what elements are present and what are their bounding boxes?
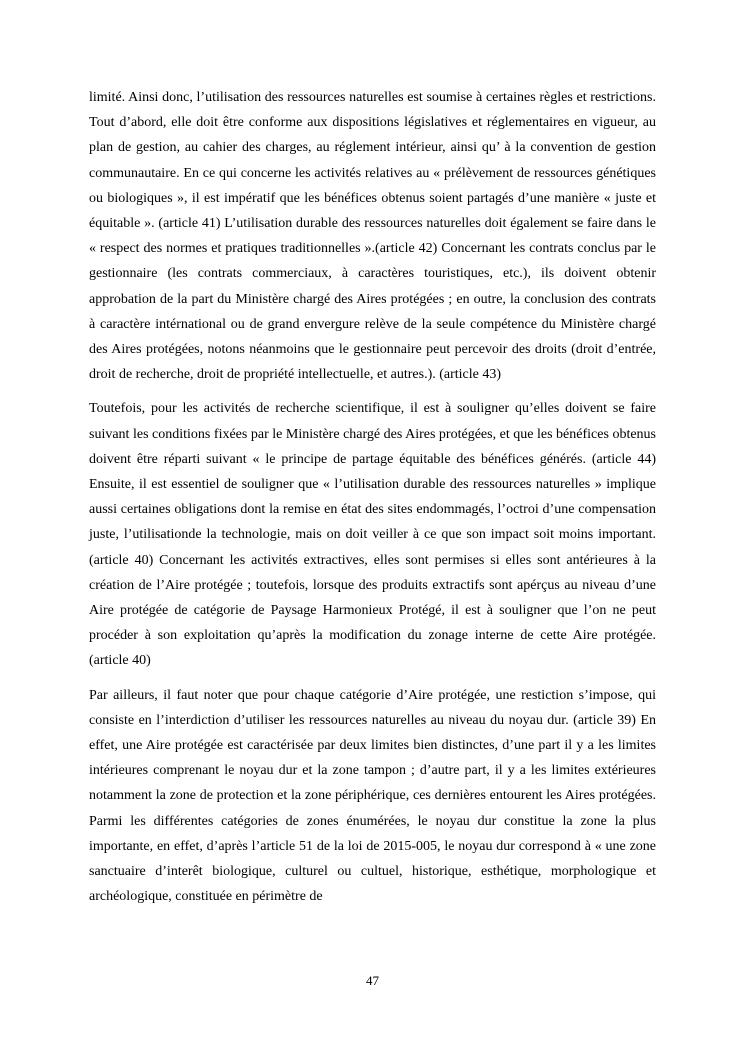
- page-number: 47: [366, 973, 379, 988]
- paragraph-3: Par ailleurs, il faut noter que pour chaque catégorie d’Aire protégée, une restiction s’impose, qui consiste en l’interdiction d’utiliser les ressources naturelles au niveau du noyau dur. (article 39) En effet, une Aire protégée est caractérisée par deux limites bien distinctes, d’une part il y a les limites intérieures comprenant le noyau dur et la zone tampon ; d’autre part, il y a les limites extérieures notamment la zone de protection et la zone périphérique, ces dernières entourent les Aires protégées. Parmi les différentes catégories de zones énumérées, le noyau dur constitue la zone la plus importante, en effet, d’après l’article 51 de la loi de 2015-005, le noyau dur correspond à « une zone sanctuaire d’interêt biologique, culturel ou cultuel, historique, esthétique, morphologique et archéologique, constituée en périmètre de: [89, 687, 656, 905]
- body-text: [89, 85, 656, 910]
- paragraph-2: Toutefois, pour les activités de recherche scientifique, il est à souligner qu’elles doivent se faire suivant les conditions fixées par le Ministère chargé des Aires protégées, et que les bénéfices obtenus doivent être réparti suivant « le principe de partage équitable des bénéfices générés. (article 44) Ensuite, il est essentiel de souligner que « l’utilisation durable des ressources naturelles » implique aussi certaines obligations dont la remise en état des sites endommagés, l’octroi d’une compensation juste, l’utilisationde la technologie, mais on doit veiller à ce que son impact soit moins important.(article 40) Concernant les activités extractives, elles sont permises si elles sont antérieures à la création de l’Aire protégée ; toutefois, lorsque des produits extractifs sont apérçus au niveau d’une Aire protégée de catégorie de Paysage Harmonieux Protégé, il est à souligner que l’on ne peut procéder à son exploitation qu’après la modification du zonage interne de cette Aire protégée. (article 40): [89, 401, 656, 669]
- paragraph-1: limité. Ainsi donc, l’utilisation des ressources naturelles est soumise à certaines règles et restrictions. Tout d’abord, elle doit être conforme aux dispositions législatives et réglementaires en vigueur, au plan de gestion, au cahier des charges, au réglement intérieur, ainsi qu’ à la convention de gestion communautaire. En ce qui concerne les activités relatives au « prélèvement de ressources génétiques ou biologiques », il est impératif que les bénéfices obtenus soient partagés d’une manière « juste et équitable ». (article 41) L’utilisation durable des ressources naturelles doit également se faire dans le « respect des normes et pratiques traditionnelles ».(article 42) Concernant les contrats conclus par le gestionnaire (les contrats commerciaux, à caractères touristiques, etc.), ils doivent obtenir approbation de la part du Ministère chargé des Aires protégées ; en outre, la conclusion des contrats à caractère intérnational ou de grand envergure relève de la seule compétence du Ministère chargé des Aires protégées, notons néanmoins que le gestionnaire peut percevoir des droits (droit d’entrée, droit de recherche, droit de propriété intellectuelle, et autres.). (article 43): [89, 90, 656, 383]
